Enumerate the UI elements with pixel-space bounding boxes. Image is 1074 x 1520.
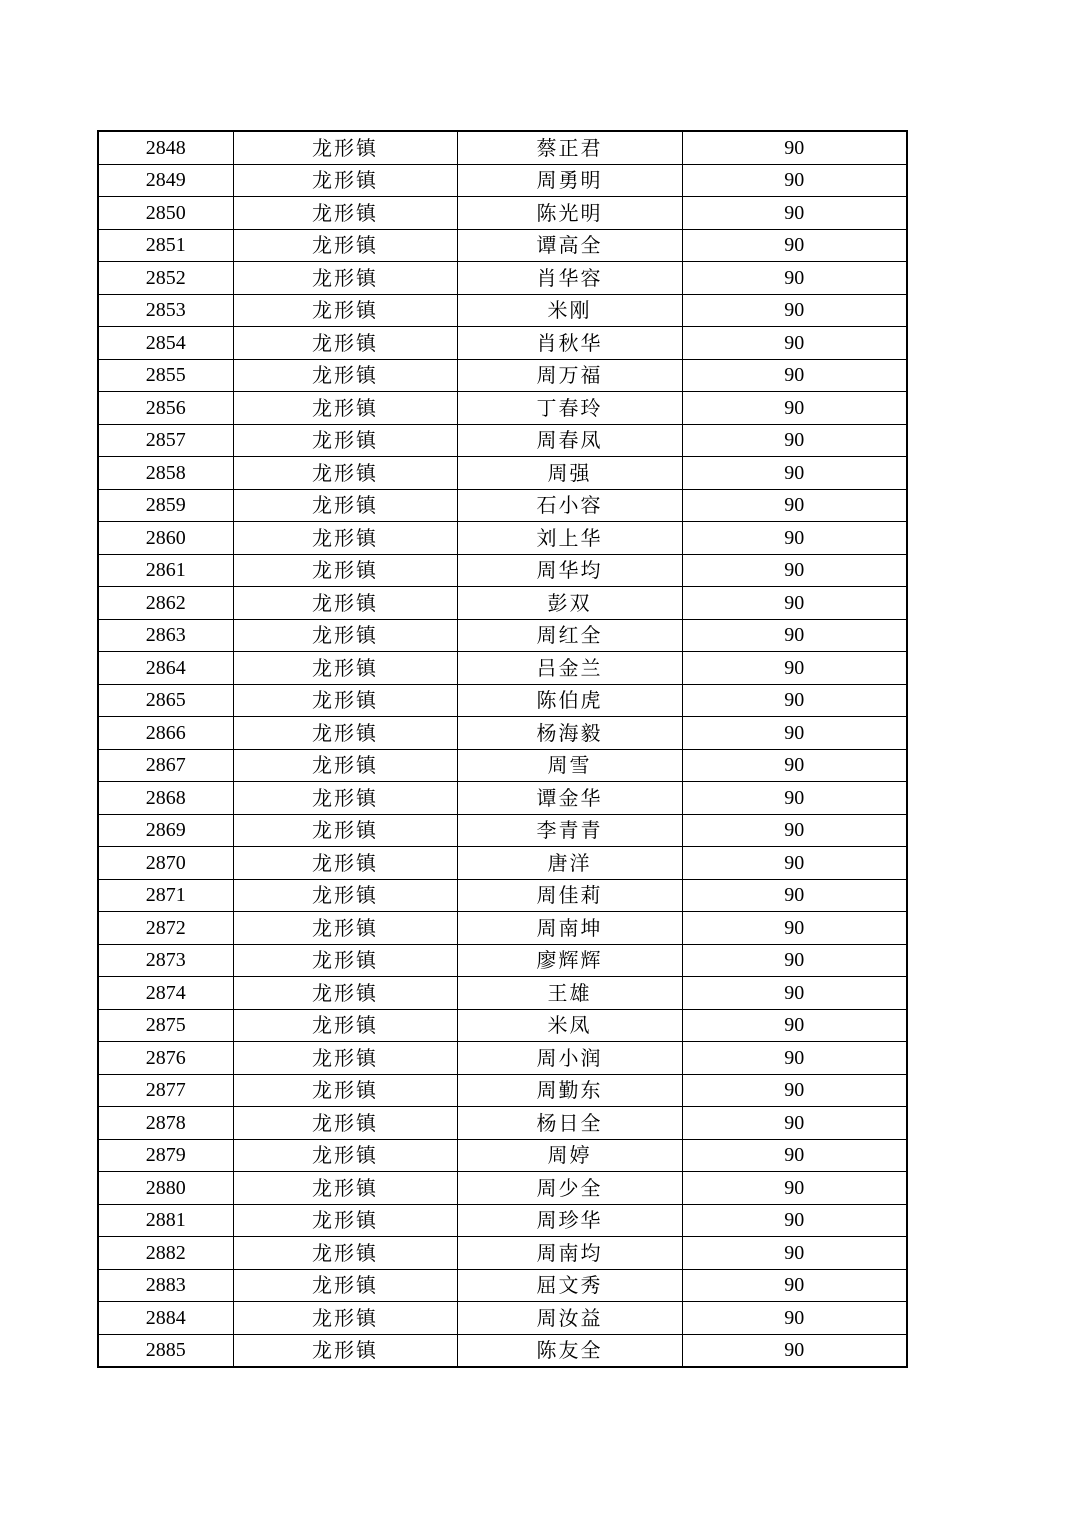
table-row bbox=[98, 1139, 907, 1172]
name-cell: 米刚 bbox=[457, 294, 682, 327]
town-cell: 龙形镇 bbox=[233, 1074, 457, 1107]
table-row bbox=[98, 392, 907, 425]
town-cell: 龙形镇 bbox=[233, 424, 457, 457]
row-number-cell: 2866 bbox=[98, 717, 233, 750]
score-cell: 90 bbox=[682, 197, 907, 230]
town-cell: 龙形镇 bbox=[233, 1172, 457, 1205]
town-cell: 龙形镇 bbox=[233, 262, 457, 295]
score-cell: 90 bbox=[682, 1204, 907, 1237]
table-row bbox=[98, 749, 907, 782]
name-cell: 周雪 bbox=[457, 749, 682, 782]
name-cell: 陈伯虎 bbox=[457, 684, 682, 717]
table-row bbox=[98, 879, 907, 912]
town-cell: 龙形镇 bbox=[233, 1204, 457, 1237]
name-cell: 石小容 bbox=[457, 489, 682, 522]
score-cell: 90 bbox=[682, 554, 907, 587]
town-cell: 龙形镇 bbox=[233, 1042, 457, 1075]
roster-table bbox=[97, 130, 908, 1368]
row-number-cell: 2852 bbox=[98, 262, 233, 295]
name-cell: 杨海毅 bbox=[457, 717, 682, 750]
row-number-cell: 2879 bbox=[98, 1139, 233, 1172]
name-cell: 陈友全 bbox=[457, 1334, 682, 1367]
town-cell: 龙形镇 bbox=[233, 164, 457, 197]
table-row bbox=[98, 652, 907, 685]
row-number-cell: 2872 bbox=[98, 912, 233, 945]
name-cell: 陈光明 bbox=[457, 197, 682, 230]
row-number-cell: 2857 bbox=[98, 424, 233, 457]
table-row bbox=[98, 782, 907, 815]
score-cell: 90 bbox=[682, 782, 907, 815]
town-cell: 龙形镇 bbox=[233, 684, 457, 717]
row-number-cell: 2877 bbox=[98, 1074, 233, 1107]
score-cell: 90 bbox=[682, 1237, 907, 1270]
town-cell: 龙形镇 bbox=[233, 229, 457, 262]
score-cell: 90 bbox=[682, 1334, 907, 1367]
town-cell: 龙形镇 bbox=[233, 359, 457, 392]
row-number-cell: 2882 bbox=[98, 1237, 233, 1270]
table-row bbox=[98, 424, 907, 457]
score-cell: 90 bbox=[682, 294, 907, 327]
name-cell: 周勇明 bbox=[457, 164, 682, 197]
score-cell: 90 bbox=[682, 1107, 907, 1140]
name-cell: 屈文秀 bbox=[457, 1269, 682, 1302]
table-row bbox=[98, 1237, 907, 1270]
town-cell: 龙形镇 bbox=[233, 1334, 457, 1367]
row-number-cell: 2878 bbox=[98, 1107, 233, 1140]
name-cell: 周婷 bbox=[457, 1139, 682, 1172]
name-cell: 蔡正君 bbox=[457, 131, 682, 164]
town-cell: 龙形镇 bbox=[233, 1009, 457, 1042]
score-cell: 90 bbox=[682, 977, 907, 1010]
table-row bbox=[98, 457, 907, 490]
score-cell: 90 bbox=[682, 522, 907, 555]
table-row bbox=[98, 164, 907, 197]
score-cell: 90 bbox=[682, 879, 907, 912]
name-cell: 彭双 bbox=[457, 587, 682, 620]
score-cell: 90 bbox=[682, 457, 907, 490]
row-number-cell: 2883 bbox=[98, 1269, 233, 1302]
town-cell: 龙形镇 bbox=[233, 457, 457, 490]
name-cell: 唐洋 bbox=[457, 847, 682, 880]
table-row bbox=[98, 1074, 907, 1107]
score-cell: 90 bbox=[682, 1269, 907, 1302]
town-cell: 龙形镇 bbox=[233, 847, 457, 880]
table-row bbox=[98, 262, 907, 295]
score-cell: 90 bbox=[682, 814, 907, 847]
name-cell: 谭高全 bbox=[457, 229, 682, 262]
row-number-cell: 2868 bbox=[98, 782, 233, 815]
town-cell: 龙形镇 bbox=[233, 197, 457, 230]
score-cell: 90 bbox=[682, 717, 907, 750]
name-cell: 周强 bbox=[457, 457, 682, 490]
name-cell: 王雄 bbox=[457, 977, 682, 1010]
table-row bbox=[98, 912, 907, 945]
row-number-cell: 2860 bbox=[98, 522, 233, 555]
name-cell: 周佳莉 bbox=[457, 879, 682, 912]
row-number-cell: 2858 bbox=[98, 457, 233, 490]
table-row bbox=[98, 131, 907, 164]
row-number-cell: 2876 bbox=[98, 1042, 233, 1075]
town-cell: 龙形镇 bbox=[233, 944, 457, 977]
score-cell: 90 bbox=[682, 587, 907, 620]
town-cell: 龙形镇 bbox=[233, 522, 457, 555]
name-cell: 肖秋华 bbox=[457, 327, 682, 360]
name-cell: 谭金华 bbox=[457, 782, 682, 815]
score-cell: 90 bbox=[682, 619, 907, 652]
town-cell: 龙形镇 bbox=[233, 131, 457, 164]
table-row bbox=[98, 554, 907, 587]
name-cell: 杨日全 bbox=[457, 1107, 682, 1140]
score-cell: 90 bbox=[682, 1009, 907, 1042]
row-number-cell: 2856 bbox=[98, 392, 233, 425]
row-number-cell: 2874 bbox=[98, 977, 233, 1010]
row-number-cell: 2848 bbox=[98, 131, 233, 164]
town-cell: 龙形镇 bbox=[233, 1107, 457, 1140]
table-row bbox=[98, 1107, 907, 1140]
score-cell: 90 bbox=[682, 847, 907, 880]
score-cell: 90 bbox=[682, 359, 907, 392]
name-cell: 吕金兰 bbox=[457, 652, 682, 685]
row-number-cell: 2861 bbox=[98, 554, 233, 587]
table-row bbox=[98, 717, 907, 750]
score-cell: 90 bbox=[682, 684, 907, 717]
score-cell: 90 bbox=[682, 1042, 907, 1075]
name-cell: 周少全 bbox=[457, 1172, 682, 1205]
town-cell: 龙形镇 bbox=[233, 717, 457, 750]
row-number-cell: 2863 bbox=[98, 619, 233, 652]
town-cell: 龙形镇 bbox=[233, 327, 457, 360]
town-cell: 龙形镇 bbox=[233, 554, 457, 587]
name-cell: 周春凤 bbox=[457, 424, 682, 457]
row-number-cell: 2853 bbox=[98, 294, 233, 327]
name-cell: 刘上华 bbox=[457, 522, 682, 555]
row-number-cell: 2869 bbox=[98, 814, 233, 847]
row-number-cell: 2850 bbox=[98, 197, 233, 230]
table-row bbox=[98, 327, 907, 360]
row-number-cell: 2885 bbox=[98, 1334, 233, 1367]
name-cell: 周珍华 bbox=[457, 1204, 682, 1237]
score-cell: 90 bbox=[682, 229, 907, 262]
name-cell: 丁春玲 bbox=[457, 392, 682, 425]
name-cell: 周勤东 bbox=[457, 1074, 682, 1107]
row-number-cell: 2851 bbox=[98, 229, 233, 262]
name-cell: 米凤 bbox=[457, 1009, 682, 1042]
score-cell: 90 bbox=[682, 392, 907, 425]
row-number-cell: 2867 bbox=[98, 749, 233, 782]
town-cell: 龙形镇 bbox=[233, 489, 457, 522]
score-cell: 90 bbox=[682, 327, 907, 360]
row-number-cell: 2862 bbox=[98, 587, 233, 620]
score-cell: 90 bbox=[682, 749, 907, 782]
table-row bbox=[98, 1269, 907, 1302]
name-cell: 周南均 bbox=[457, 1237, 682, 1270]
town-cell: 龙形镇 bbox=[233, 587, 457, 620]
table-row bbox=[98, 847, 907, 880]
score-cell: 90 bbox=[682, 262, 907, 295]
table-row bbox=[98, 1334, 907, 1367]
name-cell: 周华均 bbox=[457, 554, 682, 587]
score-cell: 90 bbox=[682, 164, 907, 197]
town-cell: 龙形镇 bbox=[233, 392, 457, 425]
name-cell: 李青青 bbox=[457, 814, 682, 847]
score-cell: 90 bbox=[682, 489, 907, 522]
table-row bbox=[98, 587, 907, 620]
roster-body bbox=[98, 131, 907, 1367]
score-cell: 90 bbox=[682, 424, 907, 457]
score-cell: 90 bbox=[682, 1139, 907, 1172]
row-number-cell: 2855 bbox=[98, 359, 233, 392]
town-cell: 龙形镇 bbox=[233, 652, 457, 685]
table-row bbox=[98, 522, 907, 555]
name-cell: 周汝益 bbox=[457, 1302, 682, 1335]
table-row bbox=[98, 294, 907, 327]
town-cell: 龙形镇 bbox=[233, 619, 457, 652]
score-cell: 90 bbox=[682, 912, 907, 945]
town-cell: 龙形镇 bbox=[233, 814, 457, 847]
table-row bbox=[98, 489, 907, 522]
row-number-cell: 2884 bbox=[98, 1302, 233, 1335]
town-cell: 龙形镇 bbox=[233, 1302, 457, 1335]
score-cell: 90 bbox=[682, 1302, 907, 1335]
table-row bbox=[98, 229, 907, 262]
name-cell: 廖辉辉 bbox=[457, 944, 682, 977]
score-cell: 90 bbox=[682, 652, 907, 685]
name-cell: 周小润 bbox=[457, 1042, 682, 1075]
name-cell: 肖华容 bbox=[457, 262, 682, 295]
table-row bbox=[98, 1172, 907, 1205]
row-number-cell: 2873 bbox=[98, 944, 233, 977]
table-row bbox=[98, 977, 907, 1010]
town-cell: 龙形镇 bbox=[233, 977, 457, 1010]
row-number-cell: 2870 bbox=[98, 847, 233, 880]
row-number-cell: 2859 bbox=[98, 489, 233, 522]
town-cell: 龙形镇 bbox=[233, 782, 457, 815]
row-number-cell: 2864 bbox=[98, 652, 233, 685]
town-cell: 龙形镇 bbox=[233, 879, 457, 912]
table-row bbox=[98, 1204, 907, 1237]
town-cell: 龙形镇 bbox=[233, 1269, 457, 1302]
town-cell: 龙形镇 bbox=[233, 1139, 457, 1172]
table-row bbox=[98, 1009, 907, 1042]
row-number-cell: 2880 bbox=[98, 1172, 233, 1205]
town-cell: 龙形镇 bbox=[233, 294, 457, 327]
table-row bbox=[98, 359, 907, 392]
row-number-cell: 2865 bbox=[98, 684, 233, 717]
name-cell: 周红全 bbox=[457, 619, 682, 652]
table-row bbox=[98, 1042, 907, 1075]
town-cell: 龙形镇 bbox=[233, 749, 457, 782]
row-number-cell: 2854 bbox=[98, 327, 233, 360]
table-row bbox=[98, 619, 907, 652]
score-cell: 90 bbox=[682, 1172, 907, 1205]
table-row bbox=[98, 814, 907, 847]
town-cell: 龙形镇 bbox=[233, 1237, 457, 1270]
score-cell: 90 bbox=[682, 1074, 907, 1107]
row-number-cell: 2871 bbox=[98, 879, 233, 912]
row-number-cell: 2875 bbox=[98, 1009, 233, 1042]
score-cell: 90 bbox=[682, 944, 907, 977]
table-row bbox=[98, 197, 907, 230]
name-cell: 周万福 bbox=[457, 359, 682, 392]
table-row bbox=[98, 1302, 907, 1335]
name-cell: 周南坤 bbox=[457, 912, 682, 945]
score-cell: 90 bbox=[682, 131, 907, 164]
table-row bbox=[98, 944, 907, 977]
row-number-cell: 2849 bbox=[98, 164, 233, 197]
town-cell: 龙形镇 bbox=[233, 912, 457, 945]
table-row bbox=[98, 684, 907, 717]
row-number-cell: 2881 bbox=[98, 1204, 233, 1237]
